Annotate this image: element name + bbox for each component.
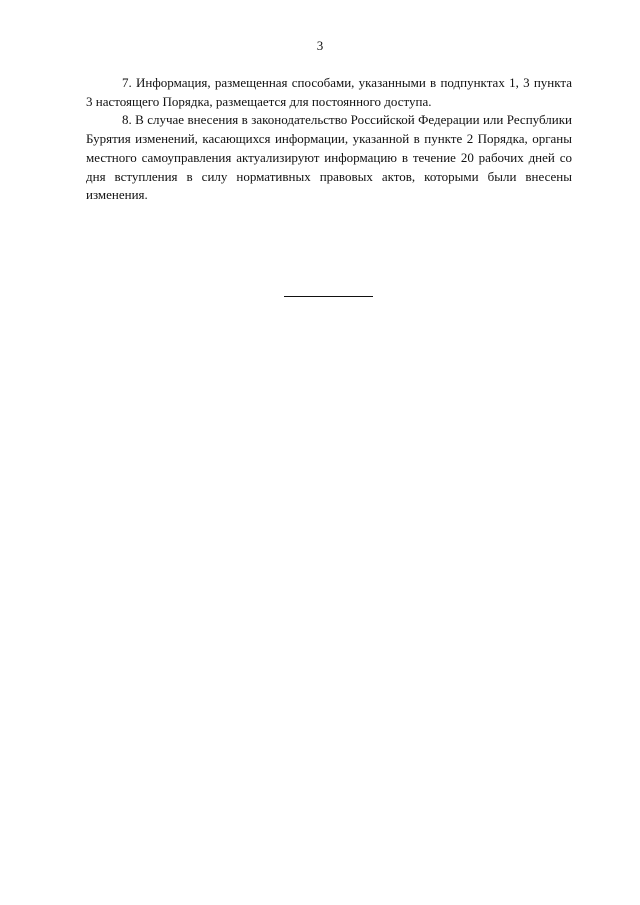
document-body [86,74,572,205]
page-number: 3 [316,38,324,53]
end-separator-line [284,296,373,297]
paragraph-8: 8. В случае внесения в законодательство Российской Федерации или Республики Бурятия изменений, касающихся информации, указанной в пункте 2 Порядка, органы местного самоуправления актуализируют информацию в течение 20 рабочих дней со дня вступления в силу нормативных правовых актов, которыми были внесены изменения. [86,112,572,203]
paragraph-7: 7. Информация, размещенная способами, указанными в подпунктах 1, 3 пункта 3 настоящего Порядка, размещается для постоянного доступа. [86,75,572,109]
